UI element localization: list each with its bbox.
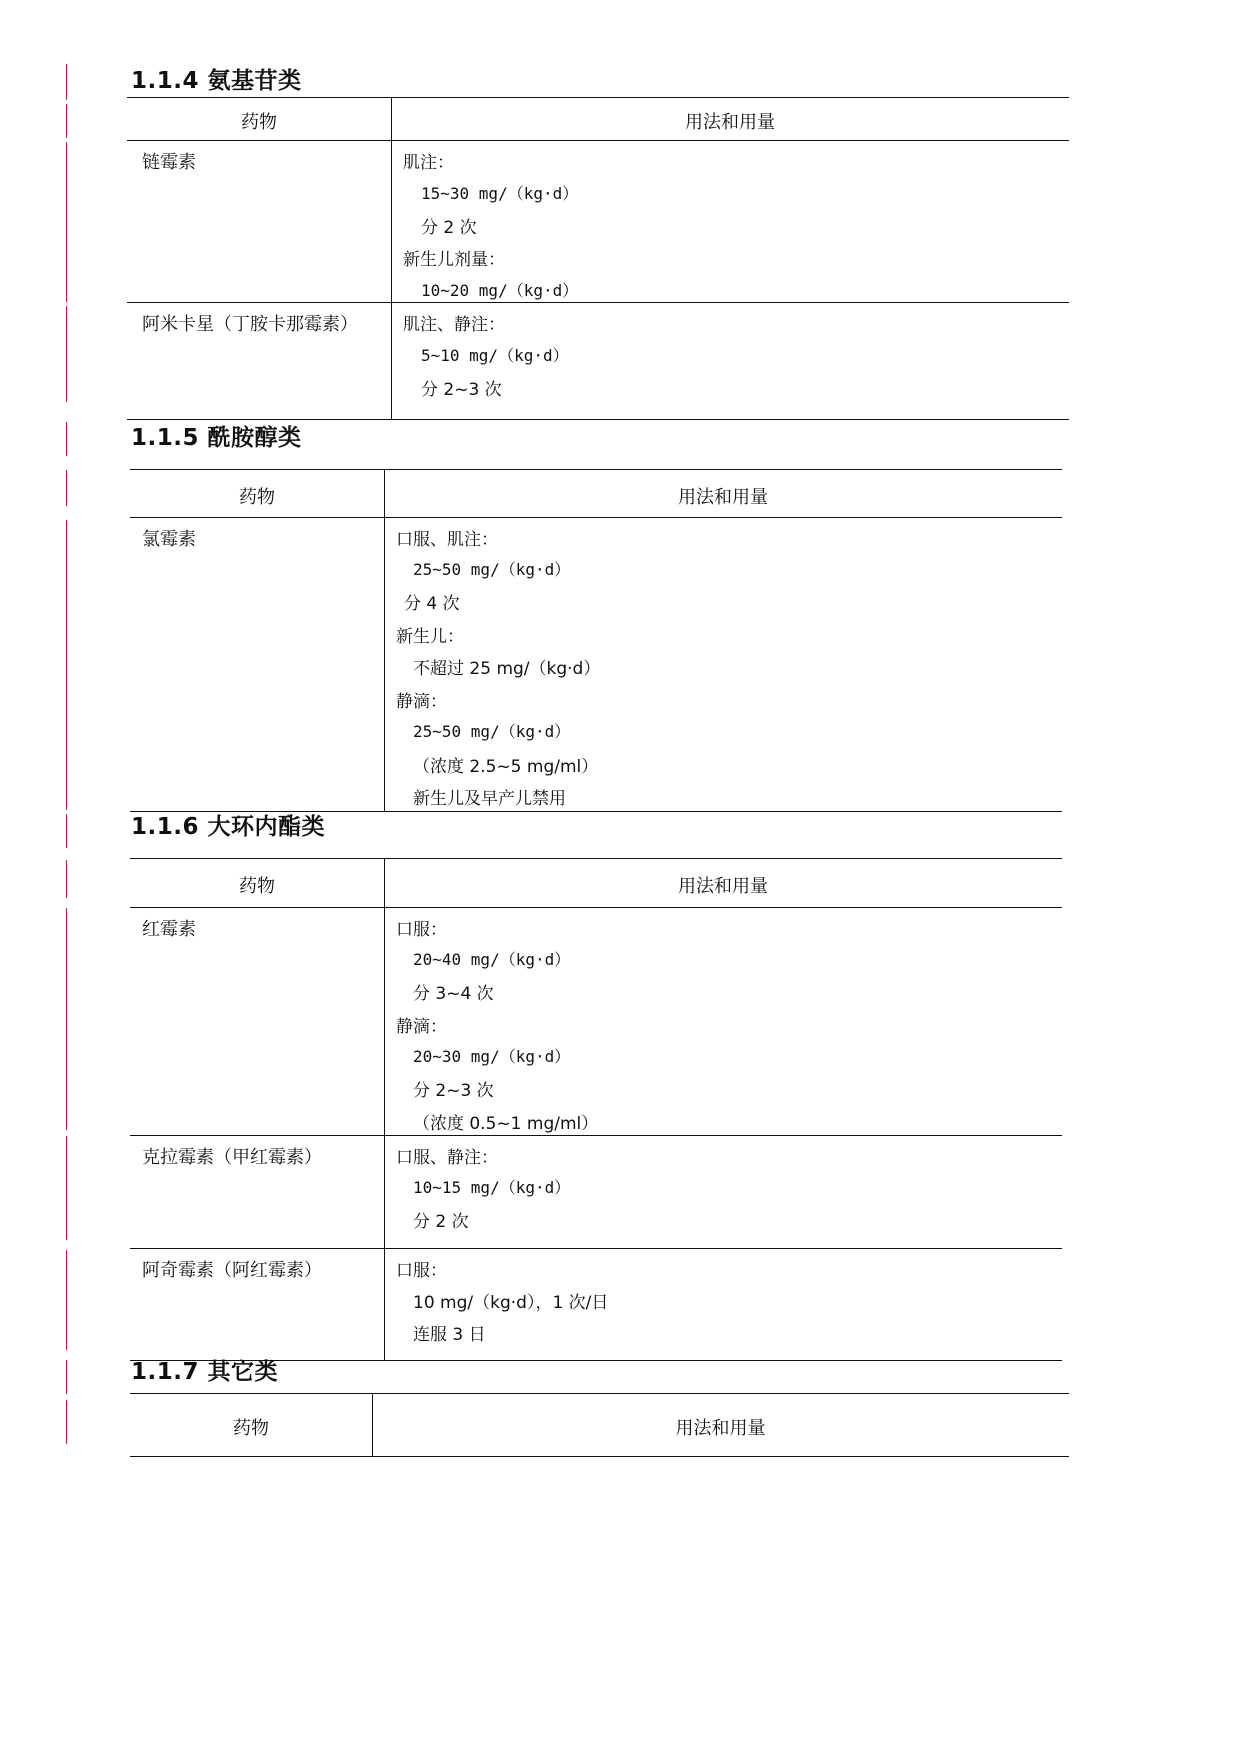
revision-mark [66, 104, 67, 138]
usage-line: 新生儿剂量： [403, 250, 505, 270]
usage-line: 肌注、静注： [403, 315, 505, 335]
revision-mark [66, 470, 67, 506]
dosage-table [130, 858, 1062, 1361]
drug-name: 红霉素 [142, 919, 196, 940]
column-divider [384, 859, 385, 1360]
header-rule [127, 140, 1069, 141]
usage-line: 25~50 mg/（kg·d） [413, 722, 571, 741]
row-rule [127, 302, 1069, 303]
dosage-table [130, 469, 1062, 812]
usage-line: 肌注： [403, 153, 454, 173]
section-title: 1.1.5 酰胺醇类 [131, 425, 302, 451]
usage-line: 不超过 25 mg/（kg·d） [413, 659, 601, 679]
usage-line: 静滴： [396, 1017, 447, 1037]
usage-line: 口服： [396, 920, 447, 940]
usage-line: 分 2 次 [421, 218, 477, 238]
usage-line: 分 4 次 [404, 594, 460, 614]
revision-mark [66, 306, 67, 402]
revision-mark [66, 520, 67, 810]
row-rule [130, 1248, 1062, 1249]
header-rule [130, 517, 1062, 518]
column-divider [391, 98, 392, 419]
usage-line: 口服、静注： [396, 1148, 498, 1168]
column-header-usage: 用法和用量 [678, 876, 768, 897]
column-header-usage: 用法和用量 [678, 487, 768, 508]
drug-name: 克拉霉素（甲红霉素） [142, 1147, 322, 1168]
revision-mark [66, 860, 67, 898]
usage-line: 5~10 mg/（kg·d） [421, 346, 569, 365]
revision-mark [66, 1360, 67, 1394]
drug-name: 链霉素 [142, 152, 196, 173]
column-header-usage: 用法和用量 [685, 112, 775, 133]
usage-line: 新生儿： [396, 627, 464, 647]
usage-line: 静滴： [396, 692, 447, 712]
usage-line: 口服： [396, 1261, 447, 1281]
revision-mark [66, 142, 67, 302]
usage-line: 15~30 mg/（kg·d） [421, 184, 579, 203]
usage-line: 口服、肌注： [396, 530, 498, 550]
usage-line: 新生儿及早产儿禁用 [413, 789, 566, 809]
header-rule [130, 907, 1062, 908]
drug-name: 阿米卡星（丁胺卡那霉素） [142, 314, 358, 335]
dosage-table [130, 1393, 1069, 1457]
usage-line: 10 mg/（kg·d），1 次/日 [413, 1293, 609, 1313]
revision-mark [66, 1400, 67, 1444]
drug-name: 阿奇霉素（阿红霉素） [142, 1260, 322, 1281]
dosage-table [127, 97, 1069, 420]
drug-name: 氯霉素 [142, 529, 196, 550]
usage-line: 20~40 mg/（kg·d） [413, 950, 571, 969]
column-divider [384, 470, 385, 811]
revision-mark [66, 908, 67, 1130]
column-header-drug: 药物 [239, 876, 275, 897]
usage-line: 分 2 次 [413, 1212, 469, 1232]
usage-line: 25~50 mg/（kg·d） [413, 560, 571, 579]
section-title: 1.1.6 大环内酯类 [131, 814, 325, 840]
usage-line: （浓度 2.5~5 mg/ml） [413, 757, 599, 777]
column-header-drug: 药物 [241, 112, 277, 133]
revision-mark [66, 814, 67, 848]
column-header-drug: 药物 [233, 1418, 269, 1439]
usage-line: 分 3~4 次 [413, 984, 494, 1004]
usage-line: 分 2~3 次 [413, 1081, 494, 1101]
column-header-drug: 药物 [239, 487, 275, 508]
usage-line: 分 2~3 次 [421, 380, 502, 400]
section-title: 1.1.7 其它类 [131, 1359, 278, 1385]
column-header-usage: 用法和用量 [675, 1418, 766, 1439]
revision-mark [66, 1250, 67, 1350]
row-rule [130, 1135, 1062, 1136]
usage-line: 20~30 mg/（kg·d） [413, 1047, 571, 1066]
section-title: 1.1.4 氨基苷类 [131, 68, 302, 94]
usage-line: 连服 3 日 [413, 1325, 486, 1345]
revision-mark [66, 422, 67, 456]
usage-line: （浓度 0.5~1 mg/ml） [413, 1114, 599, 1134]
revision-mark [66, 1136, 67, 1240]
usage-line: 10~20 mg/（kg·d） [421, 281, 579, 300]
usage-line: 10~15 mg/（kg·d） [413, 1178, 571, 1197]
revision-mark [66, 64, 67, 100]
